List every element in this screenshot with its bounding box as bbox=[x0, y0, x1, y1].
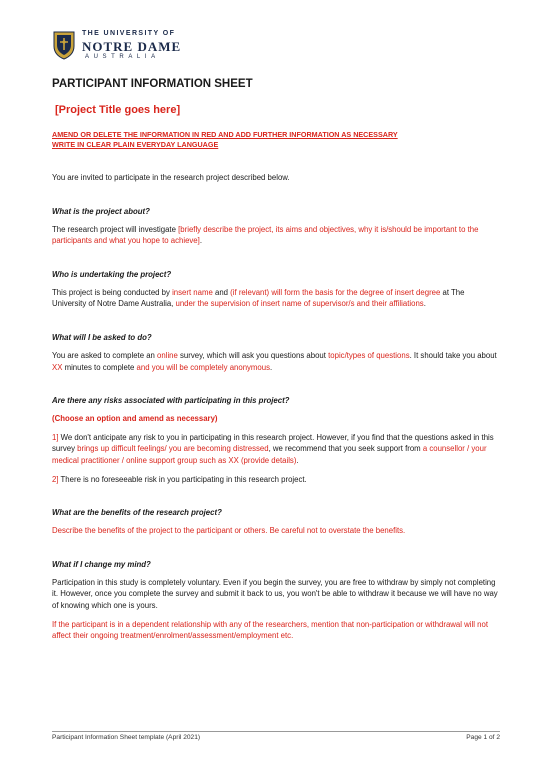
document-body bbox=[52, 78, 500, 642]
page-footer bbox=[52, 734, 500, 744]
asked-text-c: survey, which will ask you questions about bbox=[177, 350, 329, 360]
page-title: PARTICIPANT INFORMATION SHEET bbox=[52, 78, 253, 90]
about-text: The research project will investigate bbox=[52, 224, 179, 234]
who-placeholder-degree: (if relevant) will form the basis for the degree of insert degree bbox=[230, 287, 441, 297]
who-text-e: at The University of Notre Dame Australia, bbox=[52, 287, 465, 309]
who-placeholder-supervisor: under the supervision of insert name of supervisor/s and their affiliations bbox=[175, 299, 424, 309]
section-heading-who: Who is undertaking the project? bbox=[52, 269, 172, 279]
section-heading-asked: What will I be asked to do? bbox=[52, 332, 152, 342]
section-asked-paragraph bbox=[52, 350, 500, 373]
section-who-paragraph bbox=[52, 287, 500, 310]
risks-choose-option: (Choose an option and amend as necessary) bbox=[52, 414, 218, 424]
section-heading-risks: Are there any risks associated with participating in this project? bbox=[52, 396, 290, 406]
section-benefits-paragraph: Describe the benefits of the project to the participant or others. Be careful not to overstate the benefits. bbox=[52, 526, 406, 536]
risks-option-1-placeholder-feelings: brings up difficult feelings/ you are becoming distressed bbox=[77, 444, 269, 454]
asked-text-a: You are asked to complete an bbox=[52, 350, 158, 360]
footer-divider bbox=[52, 731, 500, 732]
who-placeholder-name: insert name bbox=[172, 287, 213, 297]
section-heading-about: What is the project about? bbox=[52, 206, 150, 216]
asked-placeholder-minutes: XX bbox=[52, 362, 63, 372]
risks-option-2-number: 2] bbox=[52, 474, 59, 484]
asked-text-end: . bbox=[270, 362, 273, 372]
section-heading-change-mind: What if I change my mind? bbox=[52, 559, 151, 569]
logo-text-line1: THE UNIVERSITY OF bbox=[82, 30, 176, 37]
instruction-amend: AMEND OR DELETE THE INFORMATION IN RED AND ADD FURTHER INFORMATION AS NECESSARY bbox=[52, 130, 398, 139]
university-logo bbox=[52, 30, 212, 64]
asked-placeholder-topic: topic/types of questions bbox=[328, 350, 410, 360]
crest-icon bbox=[52, 30, 76, 60]
risks-option-1-placeholder-support: a counsellor / your medical practitioner / online support group such as XX (provide details) bbox=[52, 444, 487, 465]
asked-placeholder-anonymous: and you will be completely anonymous bbox=[136, 362, 271, 372]
footer-template-label: Participant Information Sheet template (April 2021) bbox=[52, 734, 201, 741]
risks-option-1 bbox=[52, 432, 500, 467]
risks-option-1-text-a: We don't anticipate any risk to you in participating in this research project. However, if you find that the questions asked in this survey bbox=[52, 432, 494, 454]
who-text-end: . bbox=[423, 299, 426, 309]
asked-placeholder-online: online bbox=[157, 350, 178, 360]
about-text-end: . bbox=[199, 236, 202, 246]
who-text-a: This project is being conducted by bbox=[52, 287, 173, 297]
risks-option-1-text-c: , we recommend that you seek support from bbox=[268, 444, 423, 454]
section-change-mind-paragraph: Participation in this study is completely voluntary. Even if you begin the survey, you are free to withdraw by simply not completing it. However, once you complete the survey and submit it back to us, you won't be able to withdraw it because we will have no way of knowing which one is yours. bbox=[52, 577, 498, 610]
project-title: [Project Title goes here] bbox=[55, 104, 181, 116]
section-change-mind-dependent-note: If the participant is in a dependent relationship with any of the researchers, mention that non-participation or withdrawal will not affect their ongoing treatment/enrolment/assessment/employment etc. bbox=[52, 619, 489, 641]
section-heading-benefits: What are the benefits of the research project? bbox=[52, 508, 222, 518]
risks-option-1-text-end: . bbox=[296, 455, 299, 465]
footer-page-number: Page 1 of 2 bbox=[466, 734, 500, 741]
about-placeholder: [briefly describe the project, its aims and objectives, why it is/should be important to the participants and what you hope to achieve] bbox=[52, 224, 479, 246]
intro-paragraph: You are invited to participate in the research project described below. bbox=[52, 173, 290, 182]
who-text-c: and bbox=[212, 287, 231, 297]
section-about-paragraph bbox=[52, 224, 500, 247]
asked-text-e: . It should take you about bbox=[409, 350, 497, 360]
logo-text-line3: AUSTRALIA bbox=[85, 54, 160, 60]
risks-option-1-number: 1] bbox=[52, 432, 59, 442]
logo-text-line2: NOTRE DAME bbox=[82, 39, 182, 54]
asked-text-g: minutes to complete bbox=[62, 362, 137, 372]
instruction-plain-language: WRITE IN CLEAR PLAIN EVERYDAY LANGUAGE bbox=[52, 140, 219, 149]
risks-option-2 bbox=[52, 474, 500, 486]
risks-option-2-text: There is no foreseeable risk in you participating in this research project. bbox=[58, 474, 307, 484]
